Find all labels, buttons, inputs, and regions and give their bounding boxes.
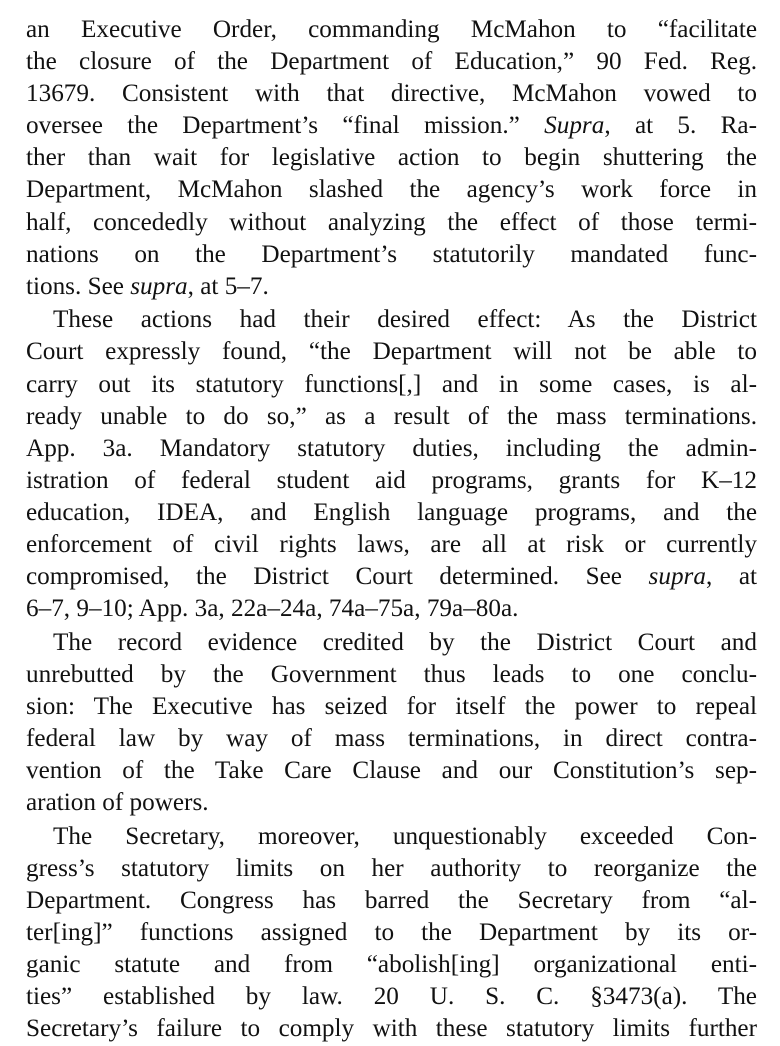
paragraph-2 [26, 304, 757, 625]
text-line: 13679. Consistent with that directive, McMahon vowed to [26, 80, 757, 108]
document-page [26, 14, 757, 1043]
text-line: carry out its statutory functions[,] and in some cases, is al- [26, 370, 757, 398]
text-segment: , at [705, 563, 757, 591]
text-line: ganic statute and from “abolish[ing] organizational enti- [26, 951, 757, 979]
text-line: aration of powers. [26, 789, 209, 817]
text-line: ther than wait for legislative action to begin shuttering the [26, 144, 757, 172]
text-line: federal law by way of mass terminations, in direct contra- [26, 725, 757, 753]
text-line-with-citation [26, 271, 757, 303]
text-line: half, concededly without analyzing the effect of those termi- [26, 208, 757, 236]
text-line: istration of federal student aid programs, grants for K–12 [26, 466, 757, 494]
text-line: ready unable to do so,” as a result of the mass terminations. [26, 402, 757, 430]
paragraph-1 [26, 14, 757, 303]
text-line: The Secretary, moreover, unquestionably exceeded Con- [53, 822, 757, 850]
text-line: Court expressly found, “the Department will not be able to [26, 338, 757, 366]
text-segment: tions. See [26, 272, 131, 300]
text-line: App. 3a. Mandatory statutory duties, including the admin- [26, 434, 757, 462]
text-line-with-citation [26, 561, 757, 593]
text-line-with-citation [26, 110, 757, 142]
italic-citation: supra [648, 563, 706, 591]
text-line: ter[ing]” functions assigned to the Department by its or- [26, 919, 757, 947]
text-line: an Executive Order, commanding McMahon to “facilitate [26, 16, 757, 43]
paragraph-3 [26, 627, 757, 820]
text-line: Department. Congress has barred the Secretary from “al- [26, 887, 757, 915]
text-line-partial: Secretary’s failure to comply with these statutory limits further [26, 1015, 757, 1043]
italic-citation: Supra [544, 112, 605, 140]
text-line: gress’s statutory limits on her authority to reorganize the [26, 854, 757, 882]
text-line: The record evidence credited by the District Court and [53, 628, 757, 656]
text-segment: oversee the Department’s “final mission.” [26, 112, 545, 140]
text-segment: , at 5. Ra- [604, 112, 757, 140]
text-line: Department, McMahon slashed the agency’s work force in [26, 176, 757, 204]
text-line: These actions had their desired effect: As the District [53, 306, 757, 334]
text-line: enforcement of civil rights laws, are all at risk or currently [26, 531, 757, 558]
text-segment: compromised, the District Court determined. See [26, 563, 649, 591]
text-line: unrebutted by the Government thus leads to one conclu- [26, 660, 757, 688]
text-line: nations on the Department’s statutorily mandated func- [26, 240, 757, 268]
text-line: sion: The Executive has seized for itself the power to repeal [26, 692, 757, 720]
text-line: the closure of the Department of Education,” 90 Fed. Reg. [26, 48, 757, 76]
text-segment: , at 5–7. [187, 272, 269, 300]
text-line: 6–7, 9–10; App. 3a, 22a–24a, 74a–75a, 79a–80a. [26, 595, 519, 623]
paragraph-4 [26, 821, 757, 1043]
text-line: ties” established by law. 20 U. S. C. §3473(a). The [26, 983, 757, 1011]
text-line: education, IDEA, and English language programs, and the [26, 498, 757, 526]
italic-citation: supra [130, 272, 188, 300]
text-line: vention of the Take Care Clause and our Constitution’s sep- [26, 757, 757, 785]
